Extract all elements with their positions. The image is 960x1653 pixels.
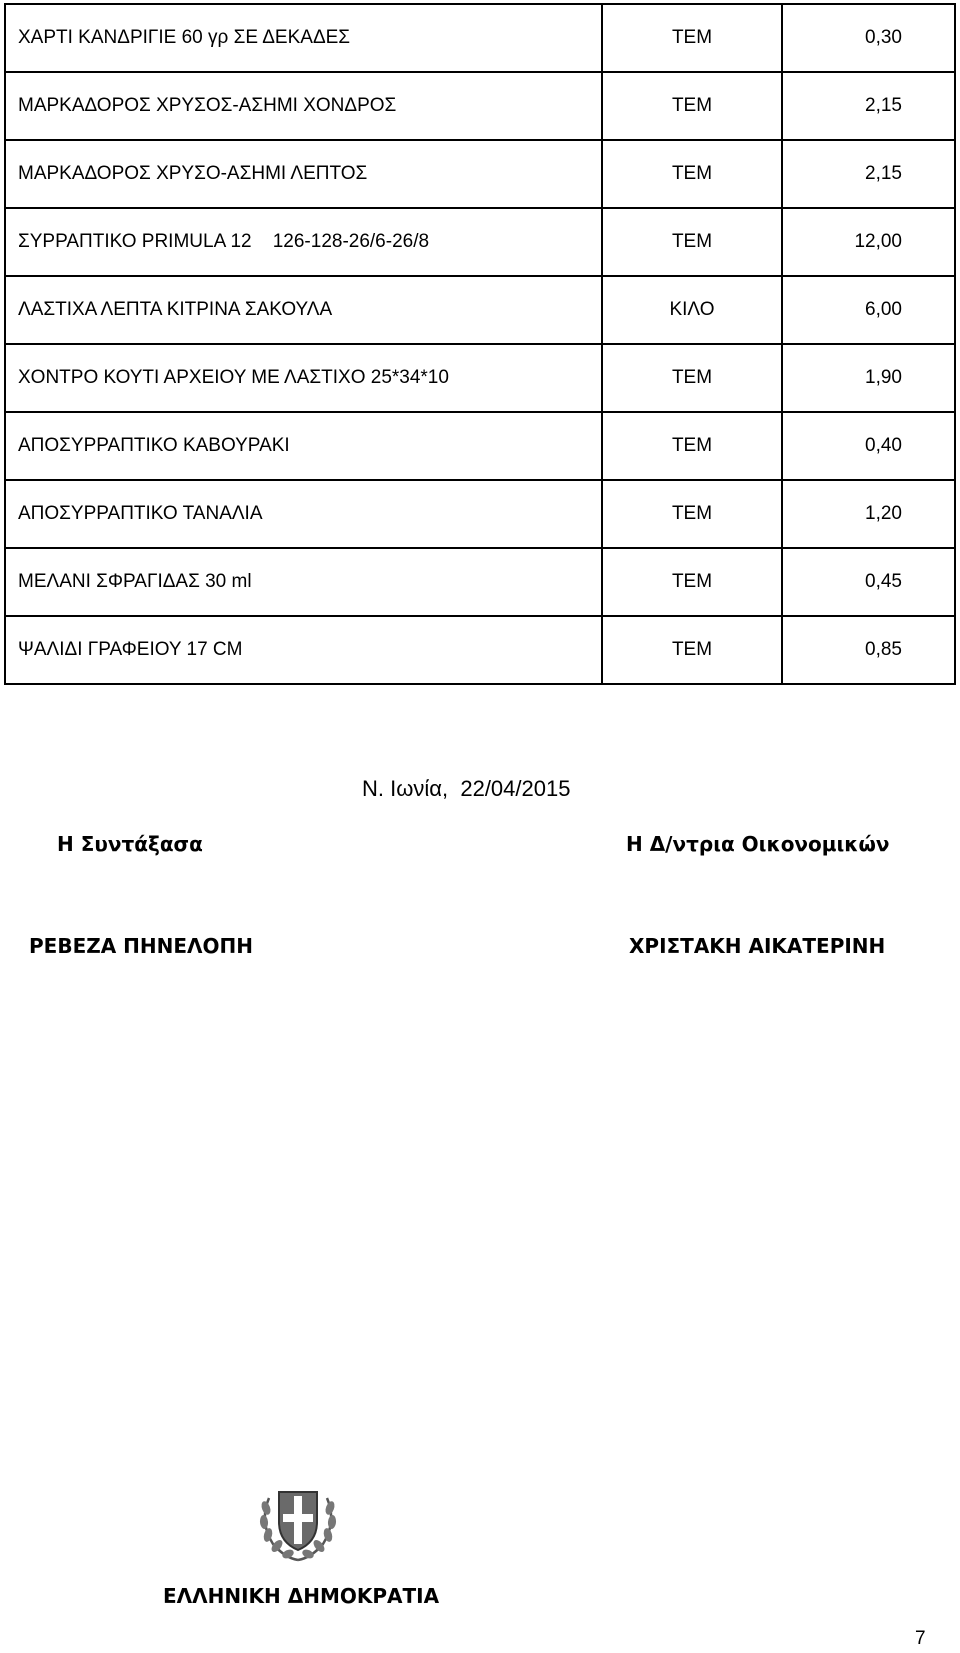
item-unit: ΤΕΜ	[602, 140, 782, 208]
left-signatory-name: ΡΕΒΕΖΑ ΠΗΝΕΛΟΠΗ	[29, 934, 254, 958]
item-price: 2,15	[782, 72, 955, 140]
item-description: ΜΑΡΚΑΔΟΡΟΣ ΧΡΥΣΟ-ΑΣΗΜΙ ΛΕΠΤΟΣ	[5, 140, 602, 208]
item-unit: ΤΕΜ	[602, 208, 782, 276]
item-price: 0,85	[782, 616, 955, 684]
item-price: 2,15	[782, 140, 955, 208]
page-number: 7	[915, 1628, 926, 1649]
table-row	[5, 480, 955, 548]
item-price: 0,45	[782, 548, 955, 616]
table-row	[5, 140, 955, 208]
right-signatory-role: Η Δ/ντρια Οικονομικών	[626, 832, 890, 856]
table-row	[5, 208, 955, 276]
item-unit: ΚΙΛΟ	[602, 276, 782, 344]
item-description: ΨΑΛΙΔΙ ΓΡΑΦΕΙΟΥ 17 CM	[5, 616, 602, 684]
item-unit: ΤΕΜ	[602, 72, 782, 140]
left-signatory-role: Η Συντάξασα	[57, 832, 203, 856]
item-description: ΣΥΡΡΑΠΤΙΚΟ PRIMULA 12 126-128-26/6-26/8	[5, 208, 602, 276]
item-description: ΑΠΟΣΥΡΡΑΠΤΙΚΟ ΤΑΝΑΛΙΑ	[5, 480, 602, 548]
item-description: ΛΑΣΤΙΧΑ ΛΕΠΤΑ ΚΙΤΡΙΝΑ ΣΑΚΟΥΛΑ	[5, 276, 602, 344]
table-row	[5, 412, 955, 480]
table-row	[5, 276, 955, 344]
item-unit: ΤΕΜ	[602, 548, 782, 616]
republic-label: ΕΛΛΗΝΙΚΗ ΔΗΜΟΚΡΑΤΙΑ	[163, 1584, 440, 1608]
item-price: 1,90	[782, 344, 955, 412]
item-price: 12,00	[782, 208, 955, 276]
item-description: ΜΑΡΚΑΔΟΡΟΣ ΧΡΥΣΟΣ-ΑΣΗΜΙ ΧΟΝΔΡΟΣ	[5, 72, 602, 140]
item-price: 0,40	[782, 412, 955, 480]
place-date: Ν. Ιωνία, 22/04/2015	[362, 776, 571, 801]
item-description: ΑΠΟΣΥΡΡΑΠΤΙΚΟ ΚΑΒΟΥΡΑΚΙ	[5, 412, 602, 480]
item-price: 0,30	[782, 4, 955, 72]
item-unit: ΤΕΜ	[602, 480, 782, 548]
item-price: 6,00	[782, 276, 955, 344]
item-description: ΧΑΡΤΙ ΚΑΝΔΡΙΓΙΕ 60 γρ ΣΕ ΔΕΚΑΔΕΣ	[5, 4, 602, 72]
item-unit: ΤΕΜ	[602, 4, 782, 72]
items-table	[4, 3, 956, 685]
right-signatory-name: ΧΡΙΣΤΑΚΗ ΑΙΚΑΤΕΡΙΝΗ	[629, 934, 886, 958]
item-unit: ΤΕΜ	[602, 344, 782, 412]
table-row	[5, 4, 955, 72]
table-row	[5, 344, 955, 412]
item-unit: ΤΕΜ	[602, 616, 782, 684]
table-row	[5, 72, 955, 140]
item-price: 1,20	[782, 480, 955, 548]
item-unit: ΤΕΜ	[602, 412, 782, 480]
item-description: ΧΟΝΤΡΟ ΚΟΥΤΙ ΑΡΧΕΙΟΥ ΜΕ ΛΑΣΤΙΧΟ 25*34*10	[5, 344, 602, 412]
greek-coat-of-arms-icon	[255, 1478, 341, 1564]
table-row	[5, 616, 955, 684]
table-row	[5, 548, 955, 616]
item-description: ΜΕΛΑΝΙ ΣΦΡΑΓΙΔΑΣ 30 ml	[5, 548, 602, 616]
